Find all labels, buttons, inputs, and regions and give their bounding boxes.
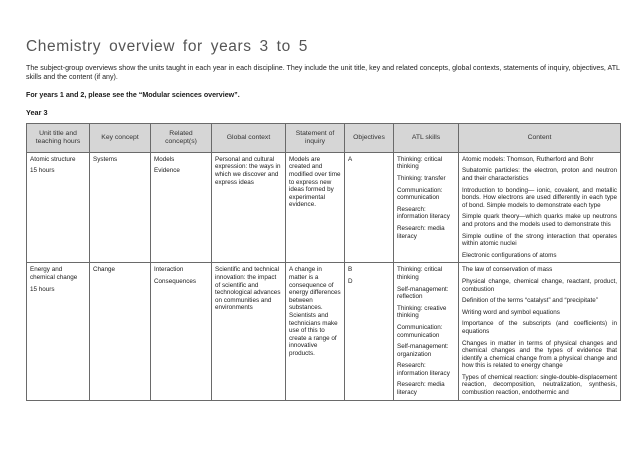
atl-skills-line: Thinking: critical thinking xyxy=(397,266,443,281)
header-content: Content xyxy=(459,123,621,152)
years-note: For years 1 and 2, please see the “Modular sciences overview”. xyxy=(26,90,240,99)
table-row xyxy=(27,152,621,263)
overview-table xyxy=(26,123,621,401)
content-line: The law of conservation of mass xyxy=(462,266,553,274)
statement-cell xyxy=(286,263,345,400)
unit-cell xyxy=(27,263,90,400)
key-concept-cell xyxy=(90,263,151,400)
objectives-line: D xyxy=(348,277,353,285)
unit-line: Energy and chemical change xyxy=(30,266,78,281)
key-concept-cell xyxy=(90,152,151,263)
content-cell xyxy=(459,152,621,263)
atl-skills-line: Self-management: organization xyxy=(397,343,449,358)
content-line: Definition of the terms “catalyst” and “precipitate” xyxy=(462,297,598,305)
header-statement: Statement of inquiry xyxy=(286,123,345,152)
related-concepts-line: Models xyxy=(154,155,175,163)
content-line: Simple quark theory—which quarks make up neutrons and protons and the models used to demonstrate this xyxy=(462,213,617,228)
table-header-row xyxy=(27,123,621,152)
objectives-cell xyxy=(345,263,394,400)
content-line: Introduction to bonding— ionic, covalent, and metallic bonds. How electrons are used differently in each type of bond. Simple models to demonstrate each type xyxy=(462,186,617,209)
key-concept-line: Change xyxy=(93,266,116,274)
header-atl-skills: ATL skills xyxy=(394,123,459,152)
atl-skills-cell xyxy=(394,152,459,263)
content-line: Electronic configurations of atoms xyxy=(462,251,557,259)
unit-cell xyxy=(27,152,90,263)
unit-line: 15 hours xyxy=(30,285,55,293)
global-context-line: Personal and cultural expression: the ways in which we discover and express ideas xyxy=(215,155,281,186)
global-context-line: Scientific and technical innovation: the impact of scientific and technological advances on communities and environments xyxy=(215,266,281,312)
atl-skills-line: Research: media literacy xyxy=(397,381,445,397)
unit-line: 15 hours xyxy=(30,167,55,175)
header-related-concepts: Related concept(s) xyxy=(151,123,212,152)
atl-skills-line: Research: information literacy xyxy=(397,362,450,377)
content-line: Writing word and symbol equations xyxy=(462,308,560,316)
content-line: Atomic models: Thomson, Rutherford and Bohr xyxy=(462,155,594,163)
intro-paragraph: The subject-group overviews show the units taught in each year in each discipline. They include the unit title, key and related concepts, global contexts, statements of inquiry, objectives, ATL skills and the content (if any). xyxy=(26,64,620,82)
related-concepts-line: Interaction xyxy=(154,266,184,274)
atl-skills-line: Research: information literacy xyxy=(397,205,450,221)
content-line: Simple outline of the strong interaction that operates within atomic nuclei xyxy=(462,232,617,248)
content-line: Subatomic particles: the electron, proton and neutron and their characteristics xyxy=(462,167,617,182)
objectives-line: A xyxy=(348,155,353,163)
related-concepts-line: Consequences xyxy=(154,277,197,285)
related-concepts-cell xyxy=(151,152,212,263)
objectives-line: B xyxy=(348,266,353,274)
atl-skills-line: Research: media literacy xyxy=(397,224,445,240)
unit-line: Atomic structure xyxy=(30,155,76,163)
global-context-cell xyxy=(212,152,286,263)
related-concepts-line: Evidence xyxy=(154,167,180,175)
related-concepts-cell xyxy=(151,263,212,400)
atl-skills-line: Thinking: critical thinking xyxy=(397,155,443,171)
atl-skills-line: Communication: communication xyxy=(397,323,443,339)
objectives-cell xyxy=(345,152,394,263)
header-key-concept: Key concept xyxy=(90,123,151,152)
atl-skills-line: Thinking: creative thinking xyxy=(397,304,447,320)
global-context-cell xyxy=(212,263,286,400)
content-line: Changes in matter in terms of physical changes and chemical changes and the types of evidence that identify a chemical change from a physical change and how this is related to energy change xyxy=(462,339,617,370)
table-row xyxy=(27,263,621,400)
statement-line: A change in matter is a consequence of energy differences between substances. Scientists and technicians make use of this to create a range of innovative products. xyxy=(289,266,341,357)
document-page xyxy=(26,38,620,401)
atl-skills-line: Thinking: transfer xyxy=(397,175,446,182)
statement-cell xyxy=(286,152,345,263)
atl-skills-line: Self-management: reflection xyxy=(397,285,449,301)
content-line: Physical change, chemical change, reactant, product, combustion xyxy=(462,277,617,293)
content-cell xyxy=(459,263,621,400)
header-global-context: Global context xyxy=(212,123,286,152)
content-line: Importance of the subscripts (and coefficients) in equations xyxy=(462,320,617,335)
content-line: Types of chemical reaction: single-double-displacement reaction, decomposition, neutralization, synthesis, combustion reaction, endothermic and xyxy=(462,373,617,397)
atl-skills-line: Communication: communication xyxy=(397,186,443,202)
header-unit: Unit title and teaching hours xyxy=(27,123,90,152)
statement-line: Models are created and modified over time to express new ideas formed by experimental evidence. xyxy=(289,155,341,209)
header-objectives: Objectives xyxy=(345,123,394,152)
key-concept-line: Systems xyxy=(93,155,118,163)
year-heading: Year 3 xyxy=(26,107,48,117)
page-title: Chemistry overview for years 3 to 5 xyxy=(26,38,308,55)
atl-skills-cell xyxy=(394,263,459,400)
